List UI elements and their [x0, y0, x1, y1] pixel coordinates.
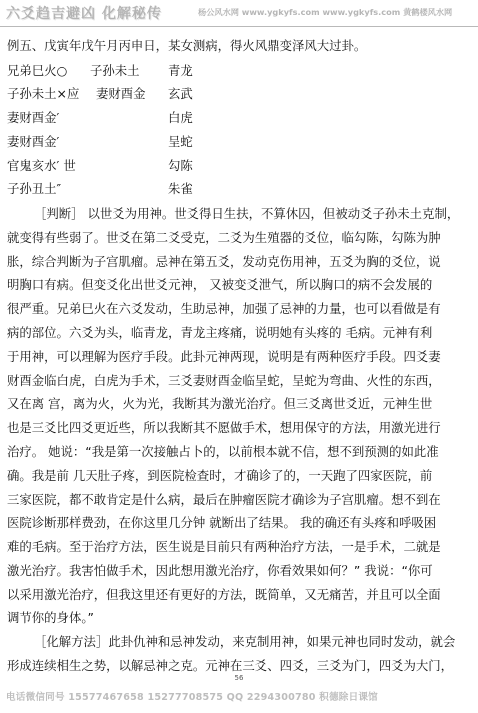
- page-number: 56: [234, 674, 244, 682]
- hexagram-relation: 妻财酉金′: [7, 110, 60, 125]
- paragraph-line: 确。我是前 几天肚子疼，到医院检查时，才确诊了的，一天跑了四家医院，前: [7, 468, 433, 483]
- paragraph-line: 激光治疗。我害怕做手术，因此想用激光治疗，你看效果如何？” 我说：“你可: [7, 563, 433, 578]
- paragraph-line: 明胸口有病。但变爻化出世爻元神， 又被变爻泄气，所以胸口的病不会发展的: [7, 277, 433, 292]
- paragraph-line: 治疗。 她说：“我是第一次接触占卜的，以前根本就不信，想不到预测的如此准: [7, 444, 439, 459]
- hexagram-relation: 兄弟巳火○: [7, 63, 68, 78]
- paragraph-line: ［化解方法］此卦仇神和忌神发动，来克制用神，如果元神也同时发动，就会: [34, 634, 456, 649]
- hexagram-spirit: 朱雀: [168, 181, 193, 196]
- header-sites: 杨公风水网 www.ygkyfs.com www.ygkyfs.com 黄鹤楼风水网: [198, 7, 453, 17]
- hexagram-relation: 子孙丑土″: [7, 181, 62, 196]
- hexagram-spirit: 白虎: [168, 110, 193, 125]
- page-header: [0, 0, 478, 27]
- paragraph-line: ［判断］ 以世爻为用神。世爻得日生扶，不算休囚，但被动爻子孙未土克制，: [34, 206, 460, 221]
- paragraph-line: 财酉金临白虎，白虎为手术，三爻妻财酉金临呈蛇，呈蛇为弯曲、火性的东西，: [7, 373, 441, 388]
- paragraph-line: 调节你的身体。”: [7, 610, 94, 625]
- paragraph-line: 难的毛病。至于治疗方法，医生说是目前只有两种治疗方法，一是手术，二就是: [7, 539, 441, 554]
- paragraph-line: 医院诊断那样费劲，在你这里几分钟 就断出了结果。 我的确还有头疼和呼吸困: [7, 515, 437, 530]
- paragraph-line: 三家医院，都不敢肯定是什么病，最后在肿瘤医院才确诊为子宫肌瘤。想不到在: [7, 492, 441, 507]
- header-title: 六爻趋吉避凶 化解秘传: [6, 6, 162, 22]
- paragraph-line: 于用神，可以理解为医疗手段。此卦元神两现，说明是有两种医疗手段。四爻妻: [7, 349, 441, 364]
- paragraph-line: 胀，综合判断为子宫肌瘤。忌神在第五爻，发动克伤用神，五爻为胸的爻位，说: [7, 254, 441, 269]
- paragraph-line: 以采用激光治疗，但我这里还有更好的方法，既简单，又无痛苦，并且可以全面: [7, 587, 441, 602]
- hexagram-change: 妻财酉金: [96, 86, 146, 101]
- paragraph-line: 就变得有些弱了。世爻在第二爻受克，二爻为生殖器的爻位，临勾陈，勾陈为肿: [7, 230, 441, 245]
- paragraph-line: 很严重。兄弟巳火在六爻发动，生助忌神，加强了忌神的力量，也可以看做是有: [7, 301, 441, 316]
- page-footer: 电话微信同号 15577467658 15277708575 QQ 2294300780 积德除日课馆: [6, 692, 378, 703]
- paragraph-line: 形成连续相生之势，以解忌神之克。元神在三爻、四爻，三爻为门，四爻为大门，: [7, 658, 454, 673]
- paragraph-line: 又在离 宫，离为火，火为光，我断其为激光治疗。但三爻离世爻近，元神生世: [7, 396, 433, 411]
- hexagram-spirit: 玄武: [168, 86, 193, 101]
- hexagram-spirit: 勾陈: [168, 158, 193, 173]
- hexagram-relation: 妻财酉金′: [7, 134, 60, 149]
- paragraph-line: 也是三爻比四爻更近些，所以我断其不愿做手术，想用保守的方法，用激光进行: [7, 420, 441, 435]
- intro-line: 例五、戊寅年戊午月丙申日，某女测病，得火风鼎变泽风大过卦。: [7, 38, 367, 53]
- paragraph-line: 病的部位。六爻为头，临青龙，青龙主疼痛，说明她有头疼的 毛病。元神有利: [7, 325, 433, 340]
- hexagram-spirit: 呈蛇: [168, 134, 193, 149]
- hexagram-relation: 子孙未土×应: [7, 86, 80, 101]
- hexagram-spirit: 青龙: [168, 63, 193, 78]
- hexagram-relation: 官鬼亥水′ 世: [7, 158, 76, 173]
- hexagram-change: 子孙未土: [90, 63, 140, 78]
